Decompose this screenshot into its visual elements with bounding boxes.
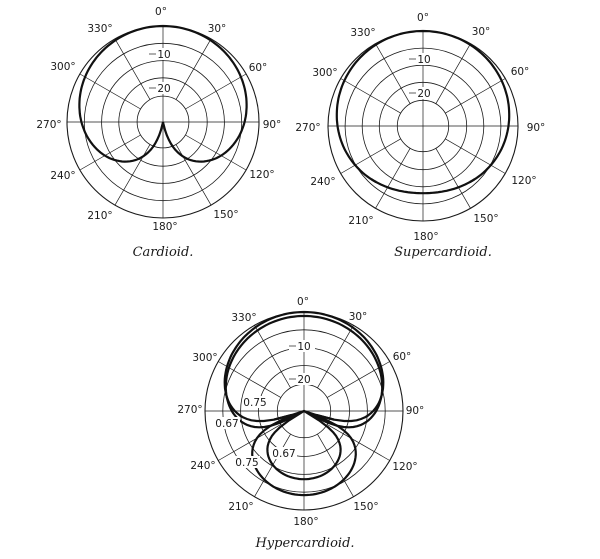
supercardioid-diagram xyxy=(295,12,545,260)
cardioid-angle-label-240: 240° xyxy=(50,170,76,182)
hypercardioid-ratio-label-upper-075: 0.75 xyxy=(243,397,267,409)
cardioid-angle-label-270: 270° xyxy=(36,119,62,131)
supercardioid-angle-label-210: 210° xyxy=(348,215,374,227)
cardioid-angle-label-90: 90° xyxy=(262,119,282,131)
cardioid-db-label-20: 20 xyxy=(157,83,171,95)
supercardioid-angle-label-330: 330° xyxy=(350,27,376,39)
cardioid-db-label-10: 10 xyxy=(157,49,171,61)
hypercardioid-ratio-label-lower-067: 0.67 xyxy=(272,448,296,460)
supercardioid-angle-label-240: 240° xyxy=(310,176,336,188)
cardioid-angle-label-330: 330° xyxy=(87,23,113,35)
supercardioid-angle-label-120: 120° xyxy=(511,175,537,187)
hypercardioid-db-label-10: 10 xyxy=(297,341,311,353)
hypercardioid-angle-label-270: 270° xyxy=(177,404,203,416)
cardioid-angle-label-0: 0° xyxy=(155,6,167,18)
supercardioid-angle-label-270: 270° xyxy=(295,122,321,134)
hypercardioid-angle-label-60: 60° xyxy=(392,351,412,363)
supercardioid-angle-label-60: 60° xyxy=(510,66,530,78)
hypercardioid-angle-label-240: 240° xyxy=(190,460,216,472)
hypercardioid-angle-label-120: 120° xyxy=(392,461,418,473)
cardioid-angle-label-150: 150° xyxy=(213,209,239,221)
cardioid-angle-label-60: 60° xyxy=(248,62,268,74)
supercardioid-angle-label-150: 150° xyxy=(473,213,499,225)
supercardioid-angle-label-180: 180° xyxy=(413,231,439,243)
hypercardioid-angle-label-330: 330° xyxy=(231,312,257,324)
cardioid-angle-label-30: 30° xyxy=(207,23,227,35)
hypercardioid-angle-label-90: 90° xyxy=(405,405,425,417)
cardioid-caption: Cardioid. xyxy=(132,245,194,260)
supercardioid-db-label-20: 20 xyxy=(417,88,431,100)
hypercardioid-angle-label-300: 300° xyxy=(192,352,218,364)
hypercardioid-angle-label-150: 150° xyxy=(353,501,379,513)
hypercardioid-angle-label-0: 0° xyxy=(297,296,309,308)
supercardioid-angle-label-300: 300° xyxy=(312,67,338,79)
cardioid-angle-label-300: 300° xyxy=(50,61,76,73)
hypercardioid-angle-label-180: 180° xyxy=(293,516,319,528)
supercardioid-angle-label-0: 0° xyxy=(417,12,429,24)
supercardioid-caption: Supercardioid. xyxy=(394,245,492,260)
supercardioid-angle-label-90: 90° xyxy=(526,122,546,134)
hypercardioid-caption: Hypercardioid. xyxy=(255,536,355,551)
hypercardioid-diagram xyxy=(177,296,424,551)
supercardioid-angle-label-30: 30° xyxy=(471,26,491,38)
hypercardioid-angle-label-210: 210° xyxy=(228,501,254,513)
hypercardioid-angle-label-30: 30° xyxy=(348,311,368,323)
supercardioid-db-label-10: 10 xyxy=(417,54,431,66)
cardioid-angle-label-210: 210° xyxy=(87,210,113,222)
hypercardioid-labels xyxy=(177,296,424,551)
supercardioid-labels xyxy=(295,12,545,260)
cardioid-angle-label-120: 120° xyxy=(249,169,275,181)
hypercardioid-db-label-20: 20 xyxy=(297,374,311,386)
cardioid-diagram xyxy=(36,6,281,260)
hypercardioid-ratio-label-upper-067: 0.67 xyxy=(215,418,239,430)
hypercardioid-ratio-label-lower-075: 0.75 xyxy=(235,457,259,469)
cardioid-angle-label-180: 180° xyxy=(152,221,178,233)
